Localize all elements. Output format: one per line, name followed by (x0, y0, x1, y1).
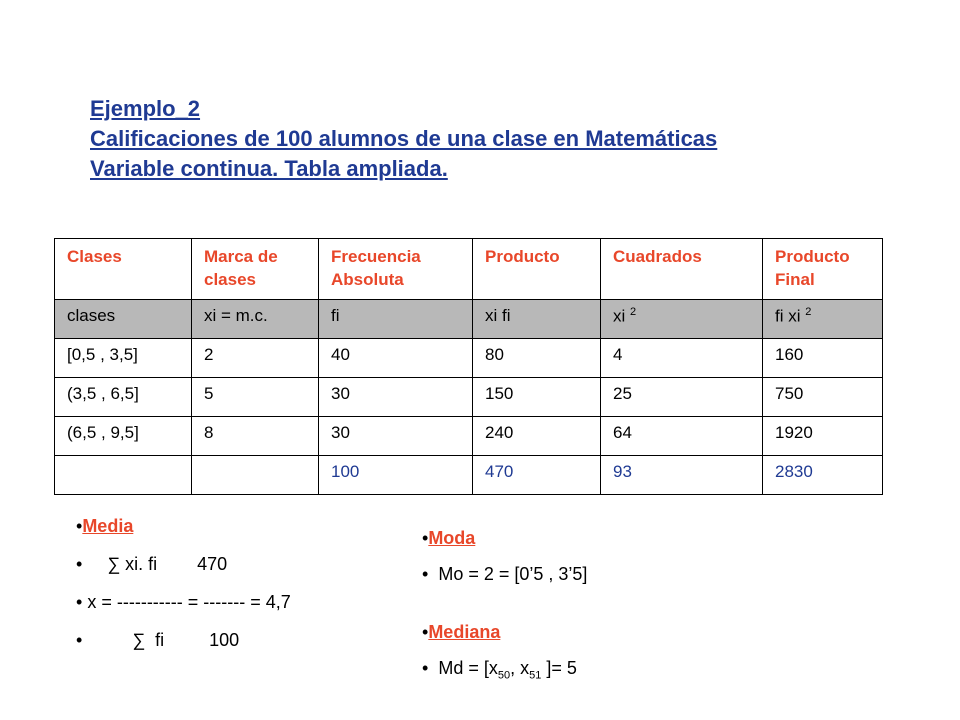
example-subtitle: Calificaciones de 100 alumnos de una clase en Matemáticas (90, 126, 718, 151)
table-subheader-row (55, 300, 883, 339)
bullet-icon: • (422, 564, 429, 584)
media-heading: Media (82, 516, 134, 536)
media-formula: x = ----------- = ------- = 4,7 (87, 592, 291, 612)
table-cell: 160 (763, 339, 883, 378)
table-header-row (55, 239, 883, 300)
media-numerator: ∑ xi. fi 470 (82, 554, 228, 574)
mediana-section (422, 622, 722, 692)
table-cell: 8 (192, 417, 319, 456)
table-cell: (3,5 , 6,5] (55, 378, 192, 417)
mediana-suffix: ]= 5 (541, 658, 577, 678)
moda-value: Mo = 2 = [0’5 , 3’5] (438, 564, 588, 584)
media-section (76, 516, 416, 666)
moda-section (422, 528, 722, 598)
example-description: Variable continua. Tabla ampliada. (90, 156, 448, 181)
header-cell: Clases (55, 239, 192, 300)
header-cell: Producto (473, 239, 601, 300)
mediana-prefix: Md = [x (438, 658, 498, 678)
header-cell: Cuadrados (601, 239, 763, 300)
total-cell: 93 (601, 456, 763, 495)
header-cell: Marca de clases (192, 239, 319, 300)
table-row (55, 417, 883, 456)
subheader-text: fi xi (775, 306, 801, 326)
subheader-cell: clases (55, 300, 192, 339)
mediana-heading: Mediana (428, 622, 501, 642)
table-cell: (6,5 , 9,5] (55, 417, 192, 456)
table-cell: 25 (601, 378, 763, 417)
frequency-table (54, 238, 883, 495)
header-cell: Producto Final (763, 239, 883, 300)
bullet-icon: • (422, 658, 429, 678)
total-cell (55, 456, 192, 495)
moda-heading: Moda (428, 528, 476, 548)
bullet-icon: • (76, 554, 83, 574)
table-cell: 80 (473, 339, 601, 378)
table-cell: 750 (763, 378, 883, 417)
table-row (55, 339, 883, 378)
table-cell: 2 (192, 339, 319, 378)
superscript: 2 (805, 306, 812, 318)
table-cell: 4 (601, 339, 763, 378)
table-cell: 150 (473, 378, 601, 417)
subheader-cell (763, 300, 883, 339)
table-cell: 30 (319, 378, 473, 417)
mediana-mid: , x (510, 658, 530, 678)
table-row (55, 378, 883, 417)
table-cell: 1920 (763, 417, 883, 456)
total-cell: 470 (473, 456, 601, 495)
table-cell: 5 (192, 378, 319, 417)
subscript: 51 (529, 669, 542, 682)
table-totals-row (55, 456, 883, 495)
subheader-text: xi (613, 306, 626, 326)
bullet-icon: • (76, 630, 83, 650)
table-cell: [0,5 , 3,5] (55, 339, 192, 378)
title-block (90, 94, 717, 184)
bullet-icon: • (422, 528, 429, 548)
table-cell: 240 (473, 417, 601, 456)
example-title: Ejemplo_2 (90, 96, 201, 121)
table-cell: 40 (319, 339, 473, 378)
subheader-cell: fi (319, 300, 473, 339)
total-cell (192, 456, 319, 495)
subheader-cell: xi fi (473, 300, 601, 339)
total-cell: 2830 (763, 456, 883, 495)
table-cell: 64 (601, 417, 763, 456)
subheader-cell (601, 300, 763, 339)
header-cell: Frecuencia Absoluta (319, 239, 473, 300)
bullet-icon: • (422, 622, 429, 642)
bullet-icon: • (76, 516, 83, 536)
total-cell: 100 (319, 456, 473, 495)
subheader-cell: xi = m.c. (192, 300, 319, 339)
bullet-icon: • (76, 592, 83, 612)
table-cell: 30 (319, 417, 473, 456)
media-denominator: ∑ fi 100 (82, 630, 240, 650)
superscript: 2 (630, 306, 637, 318)
subscript: 50 (497, 669, 511, 682)
